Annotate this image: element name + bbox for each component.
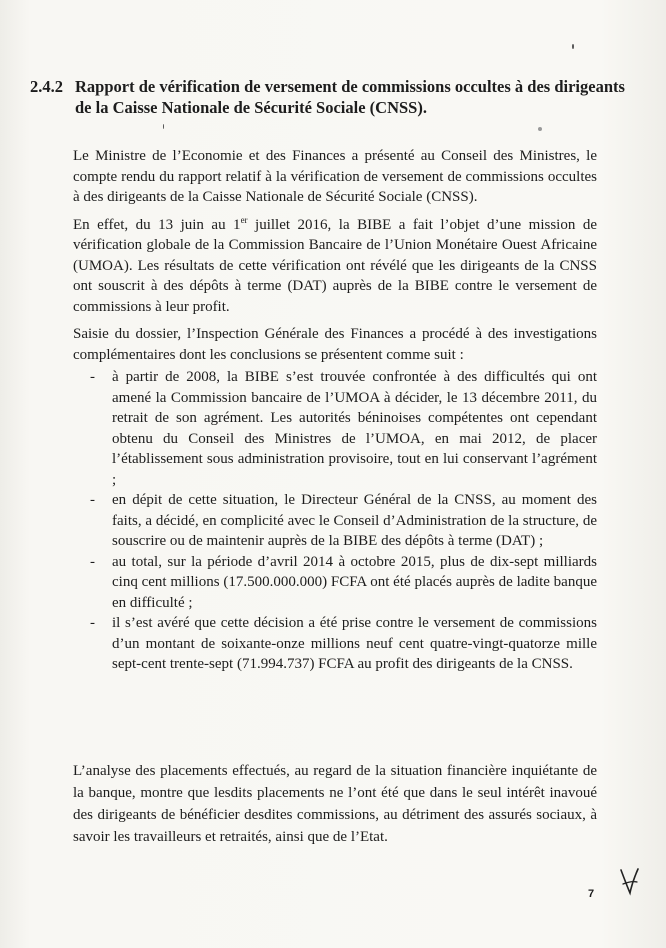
section-heading — [30, 76, 630, 118]
body-text — [73, 146, 597, 675]
paragraph-context-start: En effet, du 13 juin au 1 — [73, 216, 241, 233]
ordinal-superscript: er — [240, 214, 248, 225]
section-title: Rapport de vérification de versement de commissions occultes à des dirigeants de la Caisse Nationale de Sécurité Sociale (CNSS). — [75, 77, 625, 117]
list-item-text: au total, sur la période d’avril 2014 à octobre 2015, plus de dix-sept milliards cinq cent millions (17.500.000.000) FCFA ont été placés auprès de ladite banque en difficulté ; — [112, 553, 597, 611]
list-item-text: il s’est avéré que cette décision a été prise contre le versement de commissions d’un montant de soixante-onze millions neuf cent quatre-vingt-quatorze mille sept-cent trente-sept (71.994.737) FCFA au profit des dirigeants de la CNSS. — [112, 615, 597, 672]
ink-speck — [163, 124, 164, 129]
paragraph-conclusion: L’analyse des placements effectués, au regard de la situation financière inquiétante de la banque, montre que lesdits placements ne l’ont été que dans le seul intérêt inavoué des dirigeants de bénéficier desdites commissions, au détriment des assurés sociaux, à savoir les travailleurs et retraités, ainsi que de l’Etat. — [73, 763, 597, 845]
paragraph-intro: Le Ministre de l’Economie et des Finances a présenté au Conseil des Ministres, le compte rendu du rapport relatif à la vérification de versement de commissions occultes à des dirigeants de la Caisse Nationale de Sécurité Sociale (CNSS). — [73, 148, 597, 205]
paragraph-context — [73, 215, 597, 318]
dash-bullet: - — [90, 492, 95, 508]
handwritten-initial-mark — [618, 866, 640, 896]
page-number: 7 — [588, 888, 595, 900]
ink-speck — [572, 44, 574, 49]
list-item — [73, 552, 597, 614]
paragraph-context-rest: juillet 2016, la BIBE a fait l’objet d’une mission de vérification globale de la Commission Bancaire de l’Union Monétaire Ouest Africaine (UMOA). Les résultats de cette vérification ont révélé que les dirigeants de la CNSS ont souscrit à des dépôts à terme (DAT) auprès de la BIBE contre le versement de commissions à leur profit. — [73, 216, 598, 315]
dash-bullet: - — [90, 369, 95, 385]
list-item — [73, 613, 597, 675]
list-item-text: en dépit de cette situation, le Directeur Général de la CNSS, au moment des faits, a décidé, en complicité avec le Conseil d’Administration de la structure, de souscrire ou de maintenir auprès de la BIBE des dépôts à terme (DAT) ; — [112, 492, 597, 549]
dash-bullet: - — [90, 553, 95, 570]
dash-bullet: - — [90, 615, 95, 631]
list-item-text: à partir de 2008, la BIBE s’est trouvée confrontée à des difficultés qui ont amené la Commission bancaire de l’UMOA à décider, le 13 décembre 2011, du retrait de son agrément. Les autorités béninoises compétentes ont cependant obtenu du Conseil des Ministres de l’UMOA, en mai 2012, de placer l’établissement sous administration provisoire, tout en lui conservant l’agrément ; — [112, 369, 597, 488]
paragraph-investigation: Saisie du dossier, l’Inspection Générale des Finances a procédé à des investigations complémentaires dont les conclusions se présentent comme suit : — [73, 326, 597, 363]
findings-list — [73, 367, 597, 675]
ink-speck — [538, 127, 542, 131]
section-number: 2.4.2 — [30, 77, 63, 96]
list-item — [73, 490, 597, 552]
list-item — [73, 367, 597, 490]
